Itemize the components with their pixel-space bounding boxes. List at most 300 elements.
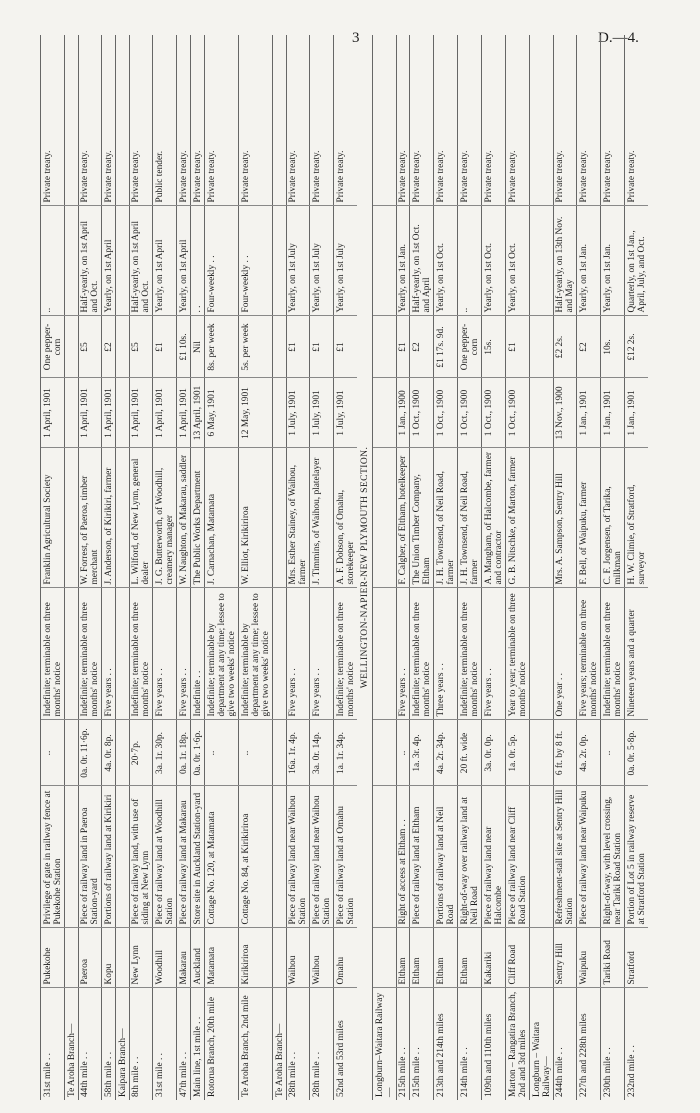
table-cell: 4a. 2r. 34p. [434, 720, 458, 786]
lease-entry [205, 35, 239, 1100]
table-cell: 213th and 214th miles [434, 988, 458, 1100]
table-cell: Private treaty. [434, 35, 458, 206]
table-cell [65, 720, 79, 786]
table-cell: 52nd and 53rd miles [334, 988, 358, 1100]
table-cell: Private treaty. [287, 35, 310, 206]
table-cell: Right-of-way, with level crossing, near Tariki Road Station [601, 786, 625, 928]
table-row [191, 35, 205, 1100]
table-cell: Yearly, on 1st Oct. [506, 206, 530, 316]
table-cell: Mrs. Esther Stainey, of Waihou, farmer [287, 448, 310, 588]
table-cell: Private treaty. [310, 35, 334, 206]
table-cell: Five years . . [153, 588, 177, 720]
table-cell [65, 206, 79, 316]
table-row [65, 35, 79, 1100]
table-cell: Sentry Hill [554, 928, 577, 988]
table-cell [116, 448, 130, 588]
table-cell: Portions of railway land at Neil Road [434, 786, 458, 928]
table-cell [273, 588, 287, 720]
table-cell: Year to year; terminable on three months' notice [506, 588, 530, 720]
document-reference: D.—4. [598, 30, 639, 46]
table-cell: Right of access at Eltham . . [397, 786, 410, 928]
table-cell [273, 206, 287, 316]
table-cell: Private treaty. [41, 35, 65, 206]
table-row [205, 35, 239, 1100]
lease-entry [458, 35, 482, 1100]
table-cell [373, 448, 397, 588]
table-cell: Pukekohe [41, 928, 65, 988]
table-row [577, 35, 601, 1100]
table-cell: 1 July, 1901 [287, 378, 310, 448]
lease-entry [530, 35, 577, 1100]
table-cell: Yearly, on 1st July [334, 206, 358, 316]
table-cell: 1 Oct., 1900 [506, 378, 530, 448]
table-cell [373, 206, 397, 316]
table-cell: 215th mile . . [397, 988, 410, 1100]
table-cell: .. [205, 720, 239, 786]
table-cell [116, 928, 130, 988]
table-cell: Indefinite; terminable by department at any time; lessee to give two weeks' notice [239, 588, 273, 720]
table-row [273, 35, 287, 1100]
table-cell: Yearly, on 1st Oct. [482, 206, 506, 316]
section-heading-row [357, 35, 373, 1100]
table-cell [273, 786, 287, 928]
table-cell: 1 April, 1901 [130, 378, 153, 448]
table-cell: £1 [153, 316, 177, 378]
table-cell: L. Wilford, of New Lynn, general dealer [130, 448, 153, 588]
table-cell [373, 928, 397, 988]
table-row [239, 35, 273, 1100]
table-row [373, 35, 397, 1100]
table-row [130, 35, 153, 1100]
table-cell [373, 720, 397, 786]
table-cell: Half-yearly, on 1st April and Oct. [130, 206, 153, 316]
table-cell: 0a. 1r. 18p. [177, 720, 191, 786]
table-cell: 1a. 1r. 34p. [334, 720, 358, 786]
table-cell [116, 720, 130, 786]
table-cell: .. [41, 720, 65, 786]
table-cell: 8s. per week [205, 316, 239, 378]
table-cell: Piece of railway land at Omahu Station [334, 786, 358, 928]
table-cell [116, 35, 130, 206]
lease-entry [601, 35, 625, 1100]
table-cell: £2 [577, 316, 601, 378]
table-cell: Private treaty. [205, 35, 239, 206]
table-cell: .. [601, 720, 625, 786]
table-cell: Five years . . [482, 588, 506, 720]
table-cell: 13 Nov., 1900 [554, 378, 577, 448]
table-cell: .. [41, 206, 65, 316]
lease-entry [116, 35, 153, 1100]
table-row [397, 35, 410, 1100]
table-cell: G. B. Nitschke, of Marton, farmer [506, 448, 530, 588]
table-cell: 3a. 0r. 14p. [310, 720, 334, 786]
table-cell: Piece of railway land at Makarau [177, 786, 191, 928]
table-cell: Matamata [205, 928, 239, 988]
table-cell: Yearly, on 1st April [177, 206, 191, 316]
table-cell [116, 206, 130, 316]
table-cell: 244th mile . . [554, 988, 577, 1100]
table-cell: 1 Jan., 1901 [601, 378, 625, 448]
table-cell: 0a. 0r. 11·6p. [79, 720, 102, 786]
table-cell: Marton – Rangatira Branch, 2nd and 3rd miles [506, 988, 530, 1100]
table-cell: Piece of railway land near Waihou Station [287, 786, 310, 928]
table-cell: £1 17s. 9d. [434, 316, 458, 378]
table-cell: J. Anderson, of Kirikiri, farmer [102, 448, 116, 588]
lease-entry [334, 35, 358, 1100]
table-cell: Piece of railway land near Halcombe [482, 786, 506, 928]
table-cell: Piece of railway land, with use of siding at New Lynn [130, 786, 153, 928]
table-cell: Right-of-way over railway land at Neil Road [458, 786, 482, 928]
table-cell: Five years . . [397, 588, 410, 720]
table-cell: £5 [130, 316, 153, 378]
lease-entry [191, 35, 205, 1100]
table-cell: 6 ft. by 8 ft. [554, 720, 577, 786]
table-cell: C. F. Jorgensen, of Tarika, milkman [601, 448, 625, 588]
table-cell: J. Timmins, of Waihou, platelayer [310, 448, 334, 588]
table-cell: 3a. 0r. 0p. [482, 720, 506, 786]
table-row [601, 35, 625, 1100]
table-cell: .. [458, 206, 482, 316]
table-cell: 58th mile . . [102, 988, 116, 1100]
table-cell: Te Aroha Branch, 2nd mile [239, 988, 273, 1100]
table-row [554, 35, 577, 1100]
table-cell: W. Forrest, of Paeroa, timber merchant [79, 448, 102, 588]
table-cell: 1 Oct., 1900 [458, 378, 482, 448]
table-cell [65, 786, 79, 928]
table-cell: Piece of railway land near Waihou Station [310, 786, 334, 928]
table-cell: 4a. 2r. 0p. [577, 720, 601, 786]
table-cell: 16a. 1r. 4p. [287, 720, 310, 786]
table-cell: Auckland [191, 928, 205, 988]
table-cell: 5s. per week [239, 316, 273, 378]
table-row [287, 35, 310, 1100]
table-cell: Yearly, on 1st July [310, 206, 334, 316]
table-cell: Three years . . [434, 588, 458, 720]
table-cell: Piece of railway land near Waipuku [577, 786, 601, 928]
table-cell: 15s. [482, 316, 506, 378]
table-cell: Makarau [177, 928, 191, 988]
table-cell: .. [397, 720, 410, 786]
lease-entry [577, 35, 601, 1100]
table-cell: 10s. [601, 316, 625, 378]
table-cell: Indefinite; terminable on three months' notice [601, 588, 625, 720]
table-cell: Indefinite; terminable on three months' notice [41, 588, 65, 720]
table-cell: £1 [287, 316, 310, 378]
table-cell: Portion of Lot 5 in railway reserve at Stratford Station [625, 786, 649, 928]
table-cell: 6 May, 1901 [205, 378, 239, 448]
table-cell: 1 Jan., 1901 [577, 378, 601, 448]
table-cell: Portions of railway land at Kirikiri [102, 786, 116, 928]
table-row [177, 35, 191, 1100]
lease-entry [373, 35, 410, 1100]
table-cell: Half-yearly, on 13th Nov. and May [554, 206, 577, 316]
table-cell [530, 206, 554, 316]
table-cell: 12 May, 1901 [239, 378, 273, 448]
table-cell: Private treaty. [130, 35, 153, 206]
table-cell: Rotorua Branch, 20th mile [205, 988, 239, 1100]
table-cell: W. Elliot, Kirikiriroa [239, 448, 273, 588]
table-cell [65, 35, 79, 206]
table-cell [530, 316, 554, 378]
table-cell: Five years . . [287, 588, 310, 720]
table-cell: 227th and 228th miles [577, 988, 601, 1100]
table-cell: Five years . . [177, 588, 191, 720]
table-cell: Privilege of gate in railway fence at Pukekohe Station [41, 786, 65, 928]
table-cell: 1 April, 1901 [153, 378, 177, 448]
table-cell: Indefinite . . [191, 588, 205, 720]
table-cell: Paeroa [79, 928, 102, 988]
table-cell [530, 448, 554, 588]
table-cell: Te Aroha Branch— [65, 988, 79, 1100]
table-cell: New Lynn [130, 928, 153, 988]
table-cell: Indefinite; terminable on three months' notice [130, 588, 153, 720]
table-cell: Four-weekly . . [205, 206, 239, 316]
table-cell: Yearly, on 1st Jan. [601, 206, 625, 316]
table-cell: Kirikiriroa [239, 928, 273, 988]
table-cell: Waipuku [577, 928, 601, 988]
table-cell: Cottage No. 84, at Kirikiriroa [239, 786, 273, 928]
section-heading: WELLINGTON-NAPIER-NEW PLYMOUTH SECTION. [359, 446, 370, 689]
table-cell: Indefinite; terminable on three months' notice [410, 588, 434, 720]
table-cell: Mrs. A. Sampson, Sentry Hill [554, 448, 577, 588]
table-row [79, 35, 102, 1100]
table-cell: 3a. 1r. 30p. [153, 720, 177, 786]
table-cell [273, 378, 287, 448]
table-cell: A. Mangham, of Halcombe, farmer and contractor [482, 448, 506, 588]
table-cell: F. Calgher, of Eltham, hotelkeeper [397, 448, 410, 588]
table-cell [65, 448, 79, 588]
table-cell: 0a. 0r. 1·6p. [191, 720, 205, 786]
table-cell: Half-yearly, on 1st Oct. and April [410, 206, 434, 316]
table-cell [65, 378, 79, 448]
table-cell: Five years . . [310, 588, 334, 720]
table-cell [530, 928, 554, 988]
table-cell: Nineteen years and a quarter [625, 588, 649, 720]
table-cell: Private treaty. [177, 35, 191, 206]
table-row [116, 35, 130, 1100]
table-cell: W. Naughton, of Makarau, saddler [177, 448, 191, 588]
lease-entry [65, 35, 102, 1100]
table-cell: Private treaty. [506, 35, 530, 206]
table-cell: Kakariki [482, 928, 506, 988]
table-cell: J. H. Townsend, of Neil Road, farmer [458, 448, 482, 588]
table-cell: Private treaty. [191, 35, 205, 206]
table-cell: Kopu [102, 928, 116, 988]
table-cell: 214th mile . . [458, 988, 482, 1100]
lease-entry [410, 35, 434, 1100]
table-cell [65, 316, 79, 378]
table-cell [65, 928, 79, 988]
table-cell [273, 720, 287, 786]
lease-entry [153, 35, 177, 1100]
table-cell: 1 July, 1901 [334, 378, 358, 448]
table-cell: Private treaty. [239, 35, 273, 206]
lease-entry [177, 35, 191, 1100]
table-cell: Waihou [287, 928, 310, 988]
table-cell: Omahu [334, 928, 358, 988]
lease-entry [310, 35, 334, 1100]
table-cell: Yearly, on 1st Jan. [397, 206, 410, 316]
table-cell: Indefinite; terminable on three months' notice [458, 588, 482, 720]
table-cell: Piece of railway land near Cliff Road Station [506, 786, 530, 928]
table-row [310, 35, 334, 1100]
table-row [102, 35, 116, 1100]
table-cell [530, 786, 554, 928]
table-cell [273, 316, 287, 378]
table-cell: Indefinite; terminable on three months' notice [79, 588, 102, 720]
table-cell: Piece of railway land in Paeroa Station-yard [79, 786, 102, 928]
lease-entry [434, 35, 458, 1100]
table-cell [116, 316, 130, 378]
table-row [434, 35, 458, 1100]
table-cell: Eltham [458, 928, 482, 988]
table-cell: 1 Jan., 1900 [397, 378, 410, 448]
table-cell: Eltham [434, 928, 458, 988]
table-cell: Private treaty. [554, 35, 577, 206]
table-cell: 1 April, 1901 [41, 378, 65, 448]
table-cell: 13 April, 1901 [191, 378, 205, 448]
table-cell: 20·7p. [130, 720, 153, 786]
table-cell: Private treaty. [334, 35, 358, 206]
table-cell: 4a. 0r. 8p. [102, 720, 116, 786]
table-cell: 1 April, 1901 [79, 378, 102, 448]
table-cell: 215th mile . . [410, 988, 434, 1100]
table-cell: 28th mile . . [310, 988, 334, 1100]
lease-entry [273, 35, 310, 1100]
table-cell: 109th and 110th miles [482, 988, 506, 1100]
table-cell: Four-weekly . . [239, 206, 273, 316]
table-cell: Yearly, on 1st Jan. [577, 206, 601, 316]
table-cell: Private treaty. [102, 35, 116, 206]
table-cell: Cliff Road [506, 928, 530, 988]
lease-entry [41, 35, 65, 1100]
table-row [334, 35, 358, 1100]
table-cell: Five years; terminable on three months' notice [577, 588, 601, 720]
table-cell: Yearly, on 1st April [102, 206, 116, 316]
table-cell [116, 588, 130, 720]
table-cell: 1a. 3r. 4p. [410, 720, 434, 786]
lease-entry [102, 35, 116, 1100]
table-cell [373, 588, 397, 720]
table-cell: Quarterly, on 1st Jan., April, July, and Oct. [625, 206, 649, 316]
table-cell: Private treaty. [79, 35, 102, 206]
table-cell: Piece of railway land at Eltham [410, 786, 434, 928]
table-cell: Eltham [410, 928, 434, 988]
table-cell: One pepper-corn [41, 316, 65, 378]
table-cell [116, 378, 130, 448]
table-cell [530, 588, 554, 720]
table-cell: .. [239, 720, 273, 786]
table-cell: 31st mile . . [153, 988, 177, 1100]
table-row [41, 35, 65, 1100]
table-cell: 1 Oct., 1900 [410, 378, 434, 448]
table-cell: £1 [506, 316, 530, 378]
table-row [410, 35, 434, 1100]
table-cell [530, 720, 554, 786]
table-cell: Eltham [397, 928, 410, 988]
table-cell: Te Aroha Branch— [273, 988, 287, 1100]
table-cell: 1 Jan., 1901 [625, 378, 649, 448]
table-cell: Half-yearly, on 1st April and Oct. [79, 206, 102, 316]
table-cell [373, 316, 397, 378]
table-cell: A. F. Dobson, of Omahu, storekeeper [334, 448, 358, 588]
table-cell: Private treaty. [625, 35, 649, 206]
table-cell: Main line, 1st mile . . [191, 988, 205, 1100]
table-cell: Private treaty. [410, 35, 434, 206]
table-cell: . . [191, 206, 205, 316]
table-cell [373, 378, 397, 448]
table-cell: Private treaty. [458, 35, 482, 206]
table-cell [65, 588, 79, 720]
table-cell [273, 448, 287, 588]
table-cell: 20 ft. wide [458, 720, 482, 786]
lease-entry [482, 35, 506, 1100]
table-row [625, 35, 649, 1100]
table-cell: Longburn–Waitara Railway— [373, 988, 397, 1100]
table-cell: Longburn – Waitara Railway— [530, 988, 554, 1100]
table-cell: £1 10s. [177, 316, 191, 378]
table-cell: Franklin Agricultural Society [41, 448, 65, 588]
table-cell: £1 [397, 316, 410, 378]
table-cell: One pepper-corn [458, 316, 482, 378]
table-cell [373, 35, 397, 206]
table-cell: 1 Oct., 1900 [434, 378, 458, 448]
table-row [482, 35, 506, 1100]
table-cell: £5 [79, 316, 102, 378]
table-cell: 1a. 0r. 5p. [506, 720, 530, 786]
lease-entry [506, 35, 530, 1100]
table-cell: F. Bell, of Waipuku, farmer [577, 448, 601, 588]
table-cell: Indefinite; terminable by department at any time; lessee to give two weeks' notice [205, 588, 239, 720]
table-cell: Private treaty. [397, 35, 410, 206]
table-cell [530, 35, 554, 206]
table-cell: 1 April, 1901 [177, 378, 191, 448]
table-cell: £12 2s. [625, 316, 649, 378]
table-cell: Yearly, on 1st July [287, 206, 310, 316]
table-cell: 232nd mile . . [625, 988, 649, 1100]
table-cell: Nil [191, 316, 205, 378]
rotated-lease-table [40, 35, 650, 1100]
table-cell: 0a. 0r. 5·8p. [625, 720, 649, 786]
table-cell: The Public Works Department [191, 448, 205, 588]
table-row [458, 35, 482, 1100]
table-cell: £1 [310, 316, 334, 378]
table-cell: Yearly, on 1st April [153, 206, 177, 316]
table-cell: J. Carnachan, Matamata [205, 448, 239, 588]
table-cell [530, 378, 554, 448]
table-cell: 28th mile . . [287, 988, 310, 1100]
table-cell [273, 35, 287, 206]
table-cell: One year . . [554, 588, 577, 720]
table-cell: Refreshment-stall site at Sentry Hill Station [554, 786, 577, 928]
lease-table [40, 35, 648, 1100]
table-cell: £2 2s. [554, 316, 577, 378]
table-cell: H. W. Climie, of Stratford, surveyor [625, 448, 649, 588]
table-cell: £2 [102, 316, 116, 378]
table-cell [116, 786, 130, 928]
table-cell: £2 [410, 316, 434, 378]
table-cell: 8th mile . . [130, 988, 153, 1100]
table-cell: Woodhill [153, 928, 177, 988]
table-cell: Waihou [310, 928, 334, 988]
table-cell: 1 July, 1901 [310, 378, 334, 448]
table-cell [373, 786, 397, 928]
table-cell: 44th mile . . [79, 988, 102, 1100]
table-cell: Yearly, on 1st Oct. [434, 206, 458, 316]
table-row [153, 35, 177, 1100]
table-cell: The Union Timber Company, Eltham [410, 448, 434, 588]
table-cell: £1 [334, 316, 358, 378]
